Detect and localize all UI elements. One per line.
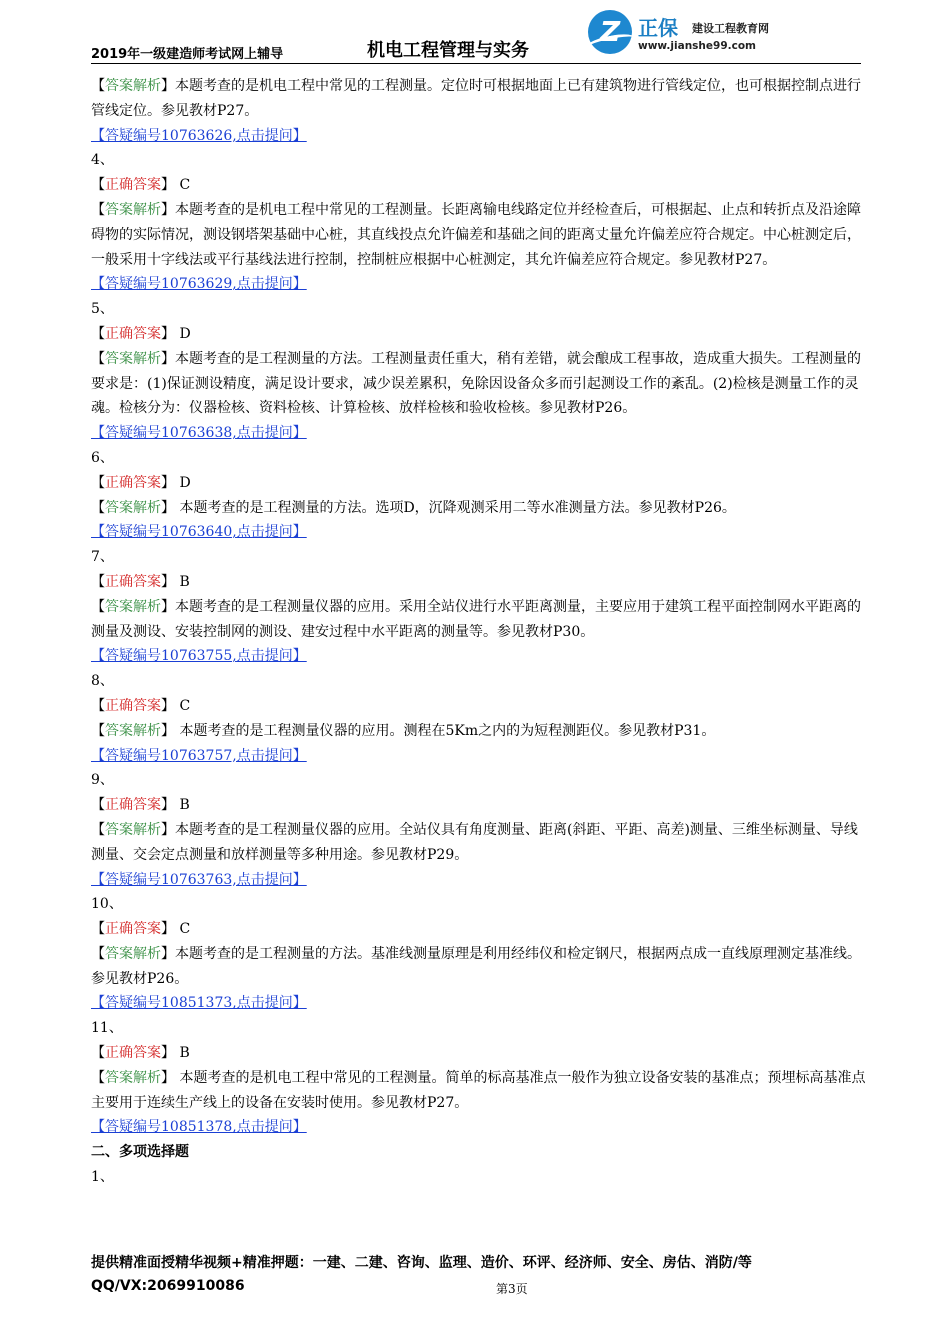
- question-number: 10、: [91, 896, 123, 913]
- analysis-paragraph: 【答案解析】本题考查的是机电工程中常见的工程测量。定位时可根据地面上已有建筑物进行管线定位，也可根据控制点进行管线定位。参见教材P27。: [91, 78, 861, 119]
- correct-answer-line: 【正确答案】 B: [91, 1045, 190, 1062]
- correct-answer-label: 正确答案: [105, 921, 161, 938]
- ask-question-link[interactable]: 【答疑编号10763755,点击提问】: [91, 648, 307, 665]
- logo-url: www.jianshe99.com: [638, 40, 757, 52]
- ask-question-link[interactable]: 【答疑编号10763629,点击提问】: [91, 276, 307, 293]
- correct-answer-label: 正确答案: [105, 1045, 161, 1062]
- correct-answer-label: 正确答案: [105, 325, 161, 342]
- question-number: 11、: [91, 1020, 123, 1037]
- site-logo[interactable]: [588, 8, 861, 58]
- footer-promo-text: 提供精准面授精华视频+精准押题：一建、二建、咨询、监理、造价、环评、经济师、安全、房估、消防/等: [91, 1255, 752, 1271]
- logo-brand-text: 正保: [638, 16, 678, 40]
- answer-value: D: [179, 474, 191, 491]
- analysis-label: 答案解析: [105, 722, 161, 739]
- question-number: 8、: [91, 673, 114, 690]
- logo-subtitle: 建设工程教育网: [692, 22, 769, 35]
- logo-mark-icon: Z: [588, 10, 632, 54]
- correct-answer-line: 【正确答案】 B: [91, 573, 190, 590]
- correct-answer-label: 正确答案: [105, 474, 161, 491]
- ask-question-link[interactable]: 【答疑编号10763640,点击提问】: [91, 524, 307, 541]
- correct-answer-line: 【正确答案】 C: [91, 177, 191, 194]
- ask-question-link[interactable]: 【答疑编号10763757,点击提问】: [91, 747, 307, 764]
- analysis-paragraph: 【答案解析】本题考查的是工程测量的方法。工程测量责任重大，稍有差错，就会酿成工程事故，造成重大损失。工程测量的要求是：(1)保证测设精度，满足设计要求，减少误差累积，免除因设备众多而引起测设工作的紊乱。(2)检核是测量工作的灵魂。检核分为：仪器检核、资料检核、计算检核、放样检核和验收检核。参见教材P26。: [91, 350, 861, 417]
- analysis-label: 答案解析: [105, 598, 161, 615]
- section-heading: 二、多项选择题: [91, 1144, 189, 1161]
- analysis-label: 答案解析: [105, 945, 161, 962]
- question-number: 9、: [91, 772, 114, 789]
- ask-question-link[interactable]: 【答疑编号10851373,点击提问】: [91, 995, 307, 1012]
- question-number: 6、: [91, 449, 114, 466]
- analysis-label: 答案解析: [105, 201, 161, 218]
- analysis-label: 答案解析: [105, 350, 161, 367]
- analysis-label: 答案解析: [105, 499, 161, 516]
- question-number: 5、: [91, 301, 114, 318]
- answer-value: B: [179, 573, 190, 590]
- correct-answer-line: 【正确答案】 D: [91, 325, 191, 342]
- ask-question-link[interactable]: 【答疑编号10851378,点击提问】: [91, 1119, 307, 1136]
- correct-answer-label: 正确答案: [105, 797, 161, 814]
- answer-value: C: [179, 177, 191, 194]
- header-subject-title: 机电工程管理与实务: [367, 40, 529, 61]
- correct-answer-line: 【正确答案】 B: [91, 797, 190, 814]
- analysis-paragraph: 【答案解析】本题考查的是工程测量仪器的应用。全站仪具有角度测量、距离(斜距、平距、高差)测量、三维坐标测量、导线测量、交会定点测量和放样测量等多种用途。参见教材P29。: [91, 821, 858, 863]
- analysis-paragraph: 【答案解析】 本题考查的是机电工程中常见的工程测量。简单的标高基准点一般作为独立设备安装的基准点；预埋标高基准点主要用于连续生产线上的设备在安装时使用。参见教材P27。: [91, 1069, 866, 1111]
- question-number: 7、: [91, 549, 114, 566]
- answer-value: D: [179, 325, 191, 342]
- question-number: 4、: [91, 152, 114, 169]
- correct-answer-line: 【正确答案】 C: [91, 697, 191, 714]
- answer-value: C: [179, 697, 191, 714]
- ask-question-link[interactable]: 【答疑编号10763763,点击提问】: [91, 871, 307, 888]
- answer-value: B: [179, 797, 190, 814]
- ask-question-link[interactable]: 【答疑编号10763638,点击提问】: [91, 425, 307, 442]
- analysis-paragraph: 【答案解析】 本题考查的是工程测量仪器的应用。测程在5Km之内的为短程测距仪。参见教材P31。: [91, 722, 716, 739]
- header-exam-title: 2019年一级建造师考试网上辅导: [91, 47, 284, 62]
- correct-answer-label: 正确答案: [105, 177, 161, 194]
- footer-contact: QQ/VX:2069910086: [91, 1278, 245, 1294]
- correct-answer-line: 【正确答案】 C: [91, 921, 191, 938]
- analysis-label: 答案解析: [105, 821, 161, 838]
- correct-answer-label: 正确答案: [105, 697, 161, 714]
- page-number: 第3页: [496, 1282, 528, 1296]
- answer-value: C: [179, 921, 191, 938]
- analysis-paragraph: 【答案解析】 本题考查的是工程测量的方法。选项D，沉降观测采用二等水准测量方法。参见教材P26。: [91, 499, 736, 516]
- analysis-label: 答案解析: [105, 78, 161, 94]
- page-header: [91, 8, 861, 64]
- answer-content: [91, 74, 871, 1190]
- analysis-label: 答案解析: [105, 1069, 161, 1086]
- analysis-paragraph: 【答案解析】本题考查的是机电工程中常见的工程测量。长距离输电线路定位并经检查后，可根据起、止点和转折点及沿途障碍物的实际情况，测设钢塔架基础中心桩，其直线投点允许偏差和基础之间的距离丈量允许偏差应符合规定。中心桩测定后，一般采用十字线法或平行基线法进行控制，控制桩应根据中心桩测定，其允许偏差应符合规定。参见教材P27。: [91, 201, 861, 268]
- ask-question-link[interactable]: 【答疑编号10763626,点击提问】: [91, 127, 307, 144]
- answer-value: B: [179, 1045, 190, 1062]
- correct-answer-line: 【正确答案】 D: [91, 474, 191, 491]
- analysis-paragraph: 【答案解析】本题考查的是工程测量仪器的应用。采用全站仪进行水平距离测量，主要应用于建筑工程平面控制网水平距离的测量及测设、安装控制网的测设、建安过程中水平距离的测量等。参见教材P30。: [91, 598, 861, 640]
- question-number: 1、: [91, 1169, 114, 1186]
- analysis-paragraph: 【答案解析】本题考查的是工程测量的方法。基准线测量原理是利用经纬仪和检定钢尺，根据两点成一直线原理测定基准线。参见教材P26。: [91, 945, 861, 987]
- correct-answer-label: 正确答案: [105, 573, 161, 590]
